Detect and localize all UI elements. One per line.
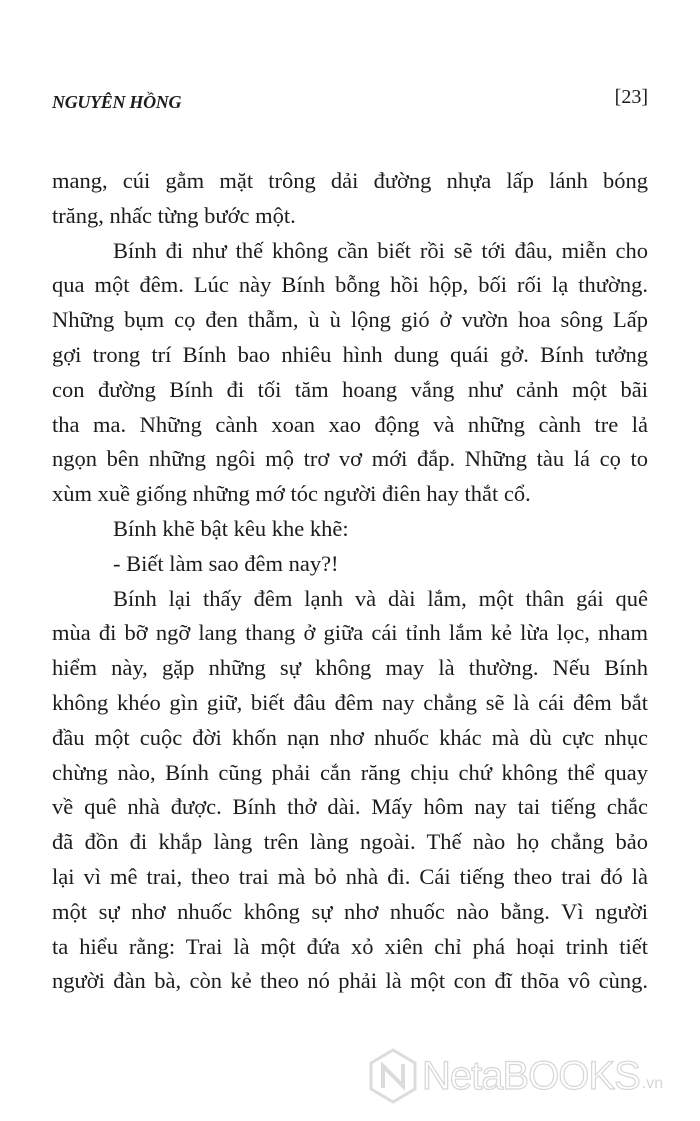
body-text <box>52 164 648 999</box>
text-line: Bính khẽ bật kêu khe khẽ: <box>113 515 349 541</box>
text-line: về quê nhà được. Bính thở dài. Mấy hôm nay tai tiếng chắc <box>52 794 648 820</box>
text-line: chừng nào, Bính cũng phải cắn răng chịu chứ không thể quay <box>52 759 648 785</box>
text-line: gợi trong trí Bính bao nhiêu hình dung quái gở. Bính tưởng <box>52 341 648 367</box>
watermark-suffix: .vn <box>641 1075 664 1092</box>
text-line: ngọn bên những ngôi mộ trơ vơ mới đắp. Những tàu lá cọ to <box>52 446 648 472</box>
text-line: qua một đêm. Lúc này Bính bỗng hồi hộp, bối rối lạ thường. <box>52 272 648 298</box>
page-number: [23] <box>614 86 648 108</box>
text-line: con đường Bính đi tối tăm hoang vắng như cảnh một bãi <box>52 376 648 402</box>
text-line: hiểm này, gặp những sự không may là thường. Nếu Bính <box>52 655 648 681</box>
netabooks-watermark <box>368 1048 663 1104</box>
text-line: mùa đi bỡ ngỡ lang thang ở giữa cái tỉnh lắm kẻ lừa lọc, nham <box>52 620 648 646</box>
text-line: xùm xuề giống những mớ tóc người điên hay thắt cổ. <box>52 481 531 507</box>
text-line: một sự nhơ nhuốc không sự nhơ nhuốc nào bằng. Vì người <box>52 898 648 924</box>
text-line: lại vì mê trai, theo trai mà bỏ nhà đi. Cái tiếng theo trai đó là <box>52 863 648 889</box>
text-line: trăng, nhấc từng bước một. <box>52 202 296 228</box>
text-line: tha ma. Những cành xoan xao động và những cành tre lả <box>52 411 648 437</box>
watermark-brand: NetaBOOKS <box>422 1053 640 1098</box>
text-line: đã đồn đi khắp làng trên làng ngoài. Thế nào họ chẳng bảo <box>52 829 648 855</box>
text-line: mang, cúi gằm mặt trông dải đường nhựa lấp lánh bóng <box>52 168 648 193</box>
running-header-author: NGUYÊN HỒNG <box>52 92 182 112</box>
text-line: không khéo gìn giữ, biết đâu đêm nay chẳng sẽ là cái đêm bắt <box>52 689 648 715</box>
netabooks-logo-icon <box>368 1048 418 1104</box>
text-line: Bính lại thấy đêm lạnh và dài lắm, một thân gái quê <box>113 585 648 611</box>
text-line: người đàn bà, còn kẻ theo nó phải là một con đĩ thõa vô cùng. <box>52 968 648 994</box>
text-line: đầu một cuộc đời khốn nạn nhơ nhuốc khác mà dù cực nhục <box>52 724 648 750</box>
text-line: Bính đi như thế không cần biết rồi sẽ tới đâu, miễn cho <box>113 237 648 263</box>
text-line: Những bụm cọ đen thẫm, ù ù lộng gió ở vườn hoa sông Lấp <box>52 307 648 333</box>
text-line: ta hiểu rằng: Trai là một đứa xỏ xiên chỉ phá hoại trinh tiết <box>52 933 648 959</box>
dialogue-line: - Biết làm sao đêm nay?! <box>113 550 339 576</box>
